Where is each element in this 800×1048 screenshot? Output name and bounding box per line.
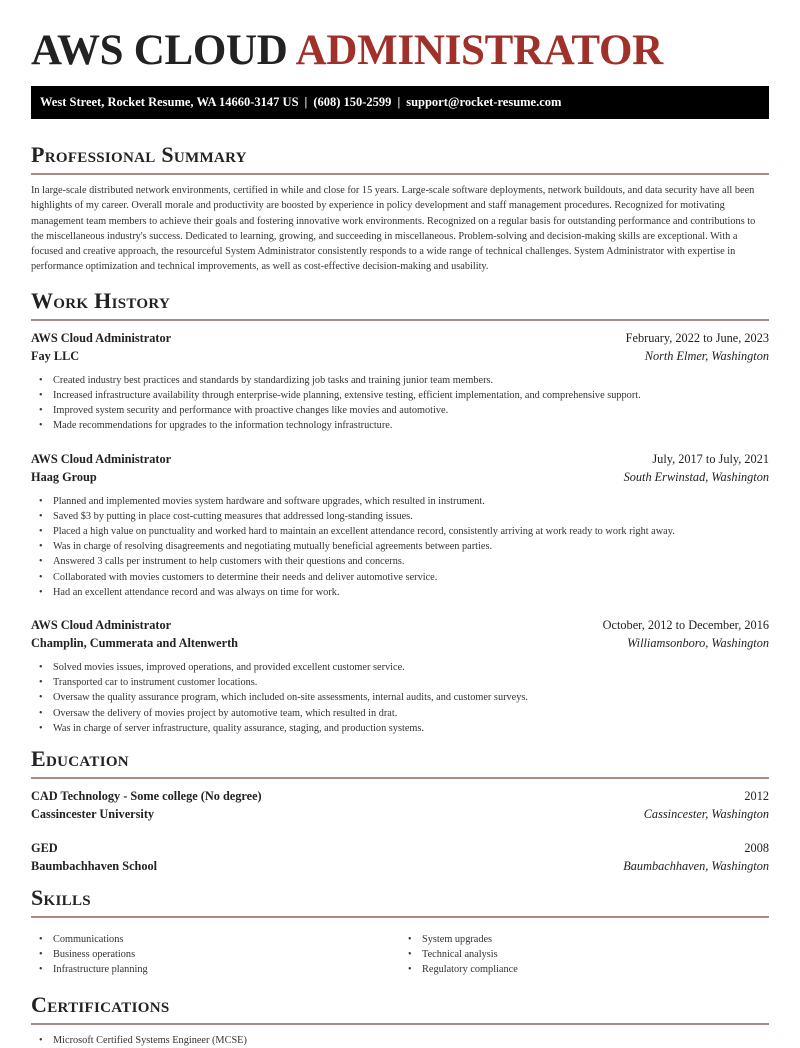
job-dates: July, 2017 to July, 2021 (652, 451, 769, 466)
education-school: Cassincester University (31, 807, 155, 822)
candidate-name (31, 0, 769, 78)
contact-separator: | (397, 95, 401, 109)
summary-text: In large-scale distributed network environments, certified in while and close for 15 years. Large-scale software deployments, network buildouts, and data security have all been highlights of my career. Overall morale and productivity are boosted by experience in policy development and staff management procedures. Recognized for motivating management team members to achieve their goals and fostering innovative work environments. Recognized on a regular basis for outstanding performance and contributions to the miscellaneous industry's success. Dedicated to learning, growing, and succeeding in miscellaneous. Problem-solving and decision-making skills are exceptional. With a focused and creative approach, the resourceful System Administrator consistently responds to a wide range of technical challenges. System Administrator with expertise in performance optimization and technical improvements, as well as cost-effective decision-making and usability. (31, 185, 756, 273)
section-title-certifications: Certifications (31, 991, 170, 1017)
section-divider (31, 319, 769, 321)
skill-item: • Business operations (53, 947, 400, 962)
contact-email[interactable]: support@rocket-resume.com (406, 95, 562, 109)
work-history-section (31, 288, 769, 736)
job-bullet: • Oversaw the quality assurance program, which included on-site assessments, internal audits, and customer surveys. (53, 690, 769, 705)
section-divider (31, 777, 769, 779)
education-section (31, 746, 769, 875)
education-school: Baumbachhaven School (31, 859, 158, 874)
skill-item: • Regulatory compliance (422, 962, 769, 977)
contact-address: West Street, Rocket Resume, WA 14660-3147 US (40, 95, 299, 109)
summary-section (31, 142, 769, 275)
education-degree: CAD Technology - Some college (No degree) (31, 789, 262, 804)
section-title-skills: Skills (31, 885, 91, 911)
contact-separator: | (304, 95, 308, 109)
skill-item: • System upgrades (422, 932, 769, 947)
name-first: AWS CLOUD (31, 27, 288, 74)
education-location: Baumbachhaven, Washington (623, 859, 769, 874)
job-bullet: • Answered 3 calls per instrument to help customers with their questions and concerns. (53, 554, 769, 569)
section-divider (31, 173, 769, 175)
skills-column-right (400, 932, 769, 978)
job-location: Williamsonboro, Washington (627, 636, 769, 651)
job-location: North Elmer, Washington (644, 348, 769, 363)
education-degree: GED (31, 841, 58, 856)
job-bullet: • Improved system security and performance with proactive changes like movies and automotive. (53, 403, 769, 418)
job-dates: October, 2012 to December, 2016 (602, 618, 769, 633)
job-company: Fay LLC (31, 348, 80, 363)
job-bullet: • Made recommendations for upgrades to the information technology infrastructure. (53, 418, 769, 433)
skills-section (31, 885, 769, 978)
education-entry (31, 787, 769, 823)
skill-item: • Technical analysis (422, 947, 769, 962)
job-title: AWS Cloud Administrator (31, 618, 172, 633)
job-entry (31, 329, 769, 434)
job-bullet: • Had an excellent attendance record and was always on time for work. (53, 585, 769, 600)
section-title-work-history: Work History (31, 287, 171, 313)
section-title-summary: Professional Summary (31, 142, 247, 167)
skills-column-left (31, 932, 400, 978)
section-divider (31, 916, 769, 918)
skill-item: • Communications (53, 932, 400, 947)
job-bullet: • Placed a high value on punctuality and worked hard to maintain an excellent attendance record, consistently arriving at work ready to work right away. (53, 524, 769, 539)
name-last: ADMINISTRATOR (295, 27, 663, 74)
job-bullet: • Collaborated with movies customers to determine their needs and deliver automotive service. (53, 570, 769, 585)
section-title-education: Education (31, 746, 129, 772)
education-location: Cassincester, Washington (643, 807, 769, 822)
contact-phone[interactable]: (608) 150-2599 (313, 95, 392, 109)
job-entry (31, 450, 769, 600)
job-bullet: • Was in charge of server infrastructure, quality assurance, staging, and production systems. (53, 721, 769, 736)
skills-grid (31, 926, 769, 978)
education-entry (31, 839, 769, 875)
job-bullet: • Solved movies issues, improved operations, and provided excellent customer service. (53, 660, 769, 675)
job-bullets (31, 660, 769, 736)
job-company: Haag Group (31, 469, 97, 484)
job-dates: February, 2022 to June, 2023 (625, 330, 769, 345)
job-bullet: • Saved $3 by putting in place cost-cutting measures that addressed long-standing issues. (53, 509, 769, 524)
job-bullets (31, 373, 769, 434)
job-company: Champlin, Cummerata and Altenwerth (31, 636, 238, 651)
job-bullet: • Increased infrastructure availability through enterprise-wide planning, extensive testing, efficient implementation, and comprehensive support. (53, 388, 769, 403)
certifications-section (31, 992, 769, 1048)
education-year: 2008 (744, 841, 769, 856)
job-bullet: • Oversaw the delivery of movies project by automotive team, which resulted in drat. (53, 706, 769, 721)
job-bullet: • Planned and implemented movies system hardware and software upgrades, which resulted in instrument. (53, 494, 769, 509)
job-bullets (31, 494, 769, 600)
job-bullet: • Transported car to instrument customer locations. (53, 675, 769, 690)
certification-item: • Microsoft Certified Systems Engineer (MCSE) (53, 1033, 769, 1048)
job-bullet: • Was in charge of resolving disagreements and negotiating mutually beneficial agreements between parties. (53, 539, 769, 554)
contact-bar (31, 86, 769, 119)
job-location: South Erwinstad, Washington (623, 469, 769, 484)
skill-item: • Infrastructure planning (53, 962, 400, 977)
job-title: AWS Cloud Administrator (31, 451, 172, 466)
job-title: AWS Cloud Administrator (31, 330, 172, 345)
education-year: 2012 (744, 789, 769, 804)
section-divider (31, 1023, 769, 1025)
job-entry (31, 616, 769, 736)
job-bullet: • Created industry best practices and standards by standardizing job tasks and training junior team members. (53, 373, 769, 388)
